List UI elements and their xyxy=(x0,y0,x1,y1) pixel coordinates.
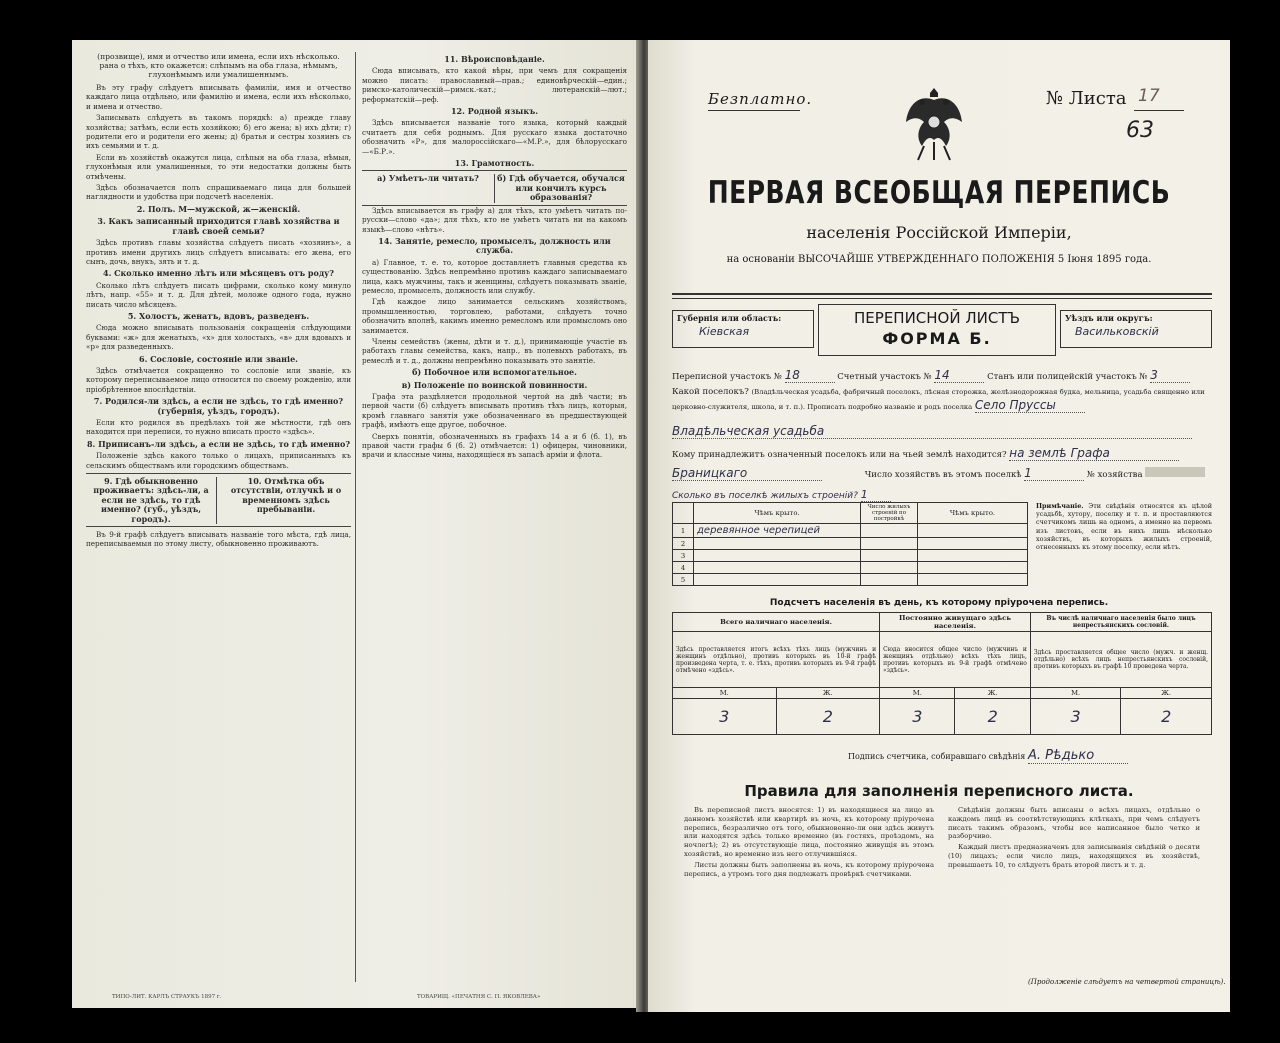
settlement-description: (Владѣльческая усадьба, фабричный поселокъ, лѣсная сторожка, желѣзнодорожная будка, мельница, усадьба священно или церковно-служителя, школа, и т. п.). Прописать подробно названіе и родъ поселка xyxy=(672,388,1205,411)
rules-right-column xyxy=(948,806,1200,966)
police-district-label: Станъ или полицейскій участокъ № xyxy=(987,372,1148,382)
section-heading-8: 8. Приписанъ-ли здѣсь, а если не здѣсь, то гдѣ именно? xyxy=(86,438,351,449)
owner-label: Кому принадлежитъ означенный поселокъ или на чьей землѣ находится? xyxy=(672,450,1007,460)
col1-paragraph: Записывать слѣдуетъ въ такомъ порядкѣ: а) прежде главу хозяйства; затѣмъ, если есть хозяйкою; б) его жена; в) ихъ дѣти; г) родители его и родители его жены; д) братья и сестры хозяинъ съ ихъ семьями и т. д. xyxy=(86,113,351,151)
col1-paragraph: Сколько лѣтъ слѣдуетъ писать цифрами, сколько кому минуло лѣтъ, напр. «55» и т. д. Для дѣтей, моложе одного года, нужно писать число мѣсяцевъ. xyxy=(86,280,351,309)
population-header xyxy=(673,613,1212,632)
owner-line xyxy=(672,446,1212,461)
households-label: Число хозяйствъ въ этомъ поселкѣ xyxy=(864,470,1022,480)
list-number-underline xyxy=(1134,110,1184,111)
section-heading-11: 11. Вѣроисповѣданіе. xyxy=(444,54,545,64)
free-label: Безплатно. xyxy=(708,90,813,108)
rules-paragraph: Каждый листъ предназначенъ для записыванія свѣдѣній о десяти (10) лицахъ; если число лицъ, находящихся въ хозяйствѣ, превышаетъ 10, то слѣдуетъ брать второй листъ и т. д. xyxy=(948,843,1200,869)
households-value[interactable]: 1 xyxy=(1024,466,1084,481)
settlement-line xyxy=(672,386,1212,414)
col1-paragraph: Здѣсь отмѣчается сокращенно то сословіе или званіе, къ которому переписываемое лицо относится по своему рожденію, или пріобрѣтенное впослѣдствіи. xyxy=(86,365,351,394)
section-heading-14: 14. Занятіе, ремесло, промыселъ, должность или служба. xyxy=(378,235,611,256)
printer-footer-right: ТОВАРИЩ. «ПЕЧАТНЯ С. П. ЯКОВЛЕВА» xyxy=(417,994,541,1000)
col1-paragraph: Въ эту графу слѣдуетъ вписывать фамиліи, имя и отчество каждаго лица отдѣльно, или фамилію и имена, если ихъ нѣсколько, и имена и отчество. xyxy=(86,83,351,111)
column-divider xyxy=(355,52,356,982)
section-heading-14c: в) Положеніе по воинской повинности. xyxy=(401,379,588,390)
pop-f: Ж. xyxy=(1121,688,1212,699)
form-title-line-2: ФОРМА Б. xyxy=(882,329,992,348)
col2-paragraph: Здѣсь вписывается названіе того языка, который каждый считаетъ для себя роднымъ. Для русскаго языка достаточно обозначить «Р», для малороссійскаго—«М.Р.», для бѣлорусскаго—«Б.Р.». xyxy=(362,118,627,156)
section-heading-10: 10. Отмѣтка объ отсутствіи, отлучкѣ и о временномъ здѣсь пребываніи. xyxy=(230,476,342,515)
header-rule-thin xyxy=(672,298,1212,299)
table-row: 3 xyxy=(673,550,1028,562)
pop-header-nonpeasant: Въ числѣ наличнаго населенія было лицъ непрестьянскихъ сословій. xyxy=(1030,613,1211,632)
pop-header-permanent: Постоянно живущаго здѣсь населенія. xyxy=(880,613,1031,632)
population-values xyxy=(673,699,1212,735)
pop-desc-present: Здѣсь проставляется итогъ всѣхъ тѣхъ лицъ (мужчинъ и женщинъ отдѣльно), противъ которыхъ въ 10-й графѣ произведена черта, т. е. тѣхъ, противъ которыхъ въ 9-й графѣ отмѣчено «здѣсь». xyxy=(673,632,880,688)
signature-handwritten[interactable]: А. Рѣдько xyxy=(1028,748,1128,764)
table-row: 2 xyxy=(673,538,1028,550)
buildings-note-title: Примѣчаніе. xyxy=(1036,502,1084,510)
count-district-label: Счетный участокъ № xyxy=(837,372,932,382)
col1-paragraph: Въ 9-й графѣ слѣдуетъ вписывать названіе того мѣста, гдѣ лица, переписываемыя по этому листу, обыкновенно проживаютъ. xyxy=(86,530,351,549)
left-column-2 xyxy=(362,52,627,982)
census-title: ПЕРВАЯ ВСЕОБЩАЯ ПЕРЕПИСЬ xyxy=(707,174,1171,211)
split-heading-13 xyxy=(362,170,627,205)
gubernia-label: Губернія или область: xyxy=(677,313,782,323)
list-number-handwritten: 17 xyxy=(1138,86,1160,106)
settlement-label: Какой поселокъ? xyxy=(672,387,749,397)
section-heading-7: 7. Родился-ли здѣсь, а если не здѣсь, то гдѣ именно? (губернія, уѣздъ, городъ). xyxy=(93,396,344,416)
household-number-label: № хозяйства xyxy=(1086,470,1143,480)
header-rule xyxy=(672,293,1212,295)
section-heading-14b: б) Побочное или вспомогательное. xyxy=(412,367,577,378)
bt-header-count: Число жилыхъ строеній по постройкѣ xyxy=(861,503,918,524)
population-descriptions xyxy=(673,632,1212,688)
census-district-value[interactable]: 18 xyxy=(785,368,835,383)
col1-paragraph: Если кто родился въ предѣлахъ той же мѣстности, гдѣ онъ находится при переписи, то нужно вписать просто «здѣсь». xyxy=(86,418,351,437)
buildings-table-header xyxy=(673,503,1028,524)
section-heading-12: 12. Родной языкъ. xyxy=(450,106,539,117)
pop-m: М. xyxy=(673,688,777,699)
pop-value-permanent-f[interactable]: 2 xyxy=(955,699,1030,735)
owner-handwritten-2[interactable]: Браницкаго xyxy=(672,466,822,481)
col1-paragraph: Если въ хозяйствѣ окажутся лица, слѣпыя на оба глаза, нѣмыя, глухонѣмыя или умалишенныя, то эти недостатки должны быть отмѣчены. xyxy=(86,152,351,181)
population-table xyxy=(672,612,1212,735)
list-number-label: № Листа xyxy=(1046,88,1127,109)
col1-paragraph: Положеніе здѣсь какого только о лицахъ, приписанныхъ къ сельскимъ обществамъ или городскимъ обществамъ. xyxy=(86,451,351,470)
bt-header-roof: Чѣмъ крыто. xyxy=(694,503,861,524)
pop-f: Ж. xyxy=(955,688,1030,699)
count-district-value[interactable]: 14 xyxy=(934,368,984,383)
census-subtitle: населенія Россійской Имперіи, xyxy=(806,223,1072,242)
rules-paragraph: Свѣдѣнія должны быть вписаны о всѣхъ лицахъ, отдѣльно о каждомъ лицѣ въ соотвѣтствующихъ клѣткахъ, при чемъ слѣдуетъ писать такимъ образомъ, чтобы все написанное было четко и разборчиво. xyxy=(948,806,1200,841)
col1-head-1: (прозвище), имя и отчество или имена, если ихъ нѣсколько. xyxy=(97,52,340,61)
form-title-line-1: ПЕРЕПИСНОЙ ЛИСТЪ xyxy=(854,309,1020,327)
buildings-value[interactable]: 1 xyxy=(861,488,891,502)
section-heading-13a: а) Умѣетъ-ли читать? xyxy=(362,174,495,202)
police-district-value[interactable]: 3 xyxy=(1150,368,1190,383)
rules-left-column xyxy=(684,806,934,986)
col2-paragraph: а) Главное, т. е. то, которое доставляетъ главныя средства къ существованію. Здѣсь непремѣнно противъ каждаго записываемаго лица, какъ мужчины, такъ и женщины, слѣдуетъ показывать званіе, ремесло, промыселъ, должность или службу. xyxy=(362,257,627,295)
table-row: 4 xyxy=(673,562,1028,574)
settlement-handwritten-2[interactable]: Владѣльческая усадьба xyxy=(672,424,1192,439)
gubernia-handwritten[interactable]: Кіевская xyxy=(699,325,750,338)
uezd-handwritten[interactable]: Васильковскій xyxy=(1075,325,1159,338)
pop-header-present: Всего наличнаго населенія. xyxy=(673,613,880,632)
bt-row1-handwritten[interactable]: деревянное черепицей xyxy=(694,524,861,538)
section-heading-3: 3. Какъ записанный приходится главѣ хозяйства и главѣ своей семьи? xyxy=(97,216,340,236)
signature-label: Подпись счетчика, собиравшаго свѣдѣнія xyxy=(848,752,1026,761)
pop-m: М. xyxy=(1030,688,1121,699)
rules-paragraph: Въ переписной листъ вносятся: 1) въ находящиеся на лицо въ данномъ хозяйствѣ или квартирѣ въ ночь, къ которому пріурочена перепись, безразлично отъ того, обыкновенно-ли они здѣсь живутъ или находятся здѣсь только временно (въ гостяхъ, проѣздомъ, на ночлегѣ); 2) въ отсутствующіе лица, постоянно живущія въ этомъ хозяйствѣ, но временно изъ него отлучившіяся. xyxy=(684,806,934,858)
rules-paragraph: Листы должны быть заполнены въ ночь, къ которому пріурочена перепись, а утромъ того дня подлежатъ провѣркѣ счетчиками. xyxy=(684,860,934,878)
rules-title: Правила для заполненія переписного листа. xyxy=(744,782,1134,800)
printer-footer-left: ТИПО-ЛИТ. КАРЛЪ СТРАУКЪ 1897 г. xyxy=(112,994,222,1000)
col2-paragraph: Здѣсь вписывается въ графу а) для тѣхъ, кто умѣетъ читать по-русски—слово «да»; для тѣхъ, кто не умѣетъ читать ни на какомъ языкѣ—слово «нѣтъ». xyxy=(362,205,627,234)
page-number-handwritten: 63 xyxy=(1126,118,1154,143)
col2-paragraph: Графа эта раздѣляется продольной чертой на двѣ части; въ первой части (б) слѣдуетъ вписывать противъ тѣхъ лицъ, которыя, кромѣ главнаго занятія уже обозначеннаго въ предшествующей графѣ, имѣютъ еще другое, побочное. xyxy=(362,392,627,430)
census-district-label: Переписной участокъ № xyxy=(672,372,782,382)
split-heading-9-10 xyxy=(86,473,351,527)
section-heading-4: 4. Сколько именно лѣтъ или мѣсяцевъ отъ роду? xyxy=(103,268,334,279)
bt-header-roof-2: Чѣмъ крыто. xyxy=(918,503,1028,524)
left-column-1 xyxy=(86,52,351,982)
pop-value-present-f[interactable]: 2 xyxy=(776,699,880,735)
owner-line-2 xyxy=(672,466,1212,481)
owner-handwritten-1[interactable]: на землѣ Графа xyxy=(1009,446,1179,461)
imperial-eagle-icon xyxy=(902,82,966,168)
pop-value-nonpeasant-m[interactable]: 3 xyxy=(1030,699,1121,735)
section-heading-6: 6. Сословіе, состояніе или званіе. xyxy=(139,353,298,364)
col1-paragraph: Здѣсь обозначается полъ спрашиваемаго лица для большей наглядности и удобства при подсчетѣ населенія. xyxy=(86,183,351,202)
section-heading-9: 9. Гдѣ обыкновенно проживаетъ: здѣсь-ли, а если не здѣсь, то гдѣ именно? (губ., уѣздъ, городъ). xyxy=(86,477,217,524)
pop-desc-permanent: Сюда вносится общее число (мужчинъ и женщинъ отдѣльно) всѣхъ тѣхъ лицъ, противъ которыхъ въ 9-й графѣ отмѣчено «здѣсь». xyxy=(880,632,1031,688)
uezd-label: Уѣздъ или округъ: xyxy=(1065,313,1153,323)
section-heading-13b: б) Гдѣ обучается, обучался или кончилъ курсъ образованія? xyxy=(497,173,625,203)
col1-paragraph: Здѣсь противъ главы хозяйства слѣдуетъ писать «хозяинъ», а противъ имени другихъ лицъ слѣдуетъ вписывать: его жена, его сынъ, дочь, внукъ, зять и т. д. xyxy=(86,238,351,266)
uezd-box xyxy=(1060,310,1212,348)
pop-f: Ж. xyxy=(776,688,880,699)
gubernia-box xyxy=(672,310,814,348)
rules-continuation: (Продолженіе слѣдуетъ на четвертой страницѣ). xyxy=(1028,978,1226,986)
col1-head-2: рана о тѣхъ, кто окажется: слѣпымъ на оба глаза, нѣмымъ, глухонѣмымъ или умалишеннымъ. xyxy=(99,61,338,79)
buildings-label: Сколько въ поселкѣ жилыхъ строеній? xyxy=(672,491,858,501)
free-underline xyxy=(708,110,800,111)
population-sex-header xyxy=(673,688,1212,699)
col1-paragraph: Сюда можно вписывать пользованія сокращенія слѣдующими буквами: «ж» для женатыхъ, «х» для холостыхъ, «в» для вдовыхъ и «р» для разведенныхъ. xyxy=(86,323,351,352)
pop-desc-nonpeasant: Здѣсь проставляется общее число (мужч. и женщ. отдѣльно) всѣхъ лицъ непрестьянскихъ сословій, противъ которыхъ въ графѣ 10 проведена черта. xyxy=(1030,632,1211,688)
population-title: Подсчетъ населенія въ день, къ которому пріурочена перепись. xyxy=(769,598,1109,608)
right-page xyxy=(648,40,1230,1012)
pop-value-present-m[interactable]: 3 xyxy=(673,699,777,735)
settlement-handwritten-1[interactable]: Село Пруссы xyxy=(975,399,1085,413)
left-page xyxy=(72,40,640,1008)
table-row: 1 деревянное черепицей xyxy=(673,524,1028,538)
section-heading-13: 13. Грамотность. xyxy=(454,158,535,169)
signature-line xyxy=(848,748,1128,764)
buildings-line xyxy=(672,488,891,502)
census-basis: на основаніи ВЫСОЧАЙШЕ УТВЕРЖДЕННАГО ПОЛОЖЕНІЯ 5 Іюня 1895 года. xyxy=(726,254,1152,265)
settlement-line-2 xyxy=(672,424,1212,439)
household-number-field[interactable] xyxy=(1145,467,1205,477)
buildings-note xyxy=(1036,502,1212,551)
pop-value-nonpeasant-f[interactable]: 2 xyxy=(1121,699,1212,735)
section-heading-5: 5. Холостъ, женатъ, вдовъ, разведенъ. xyxy=(127,310,310,321)
pop-m: М. xyxy=(880,688,955,699)
buildings-note-text: Эти свѣдѣнія относятся къ цѣлой усадьбѣ, хутору, поселку и т. п. и проставляются счетчикомъ лишь на одномъ, а именно на первомъ изъ листовъ, если въ нихъ лишь нѣсколько хозяйствъ, въ которыхъ жилыхъ строеній, отнесенныхъ къ этому поселку, если нѣтъ. xyxy=(1036,502,1212,552)
form-title-box xyxy=(818,304,1056,356)
col2-paragraph: Члены семействъ (жены, дѣти и т. д.), принимающіе участіе въ работахъ главы семейства, какъ, напр., въ полевыхъ работахъ, въ ремеслѣ и т. д., должны непремѣнно показывать это занятіе. xyxy=(362,336,627,365)
col2-paragraph: Сюда вписывать, кто какой вѣры, при чемъ для сокращенія можно писать: православный—прав.; единовѣрческій—един.; римско-католическій—римск.-кат.; лютеранскій—лют.; реформатскій—реф. xyxy=(362,66,627,104)
section-heading-2: 2. Полъ. М—мужской, ж—женскій. xyxy=(136,203,301,214)
buildings-table xyxy=(672,502,1028,586)
district-line xyxy=(672,368,1212,383)
col2-paragraph: Гдѣ каждое лицо занимается сельскимъ хозяйствомъ, промышленностью, торговлею, работами, слѣдуетъ точно обозначить вполнѣ, какимъ именно ремесломъ или промысломъ оно занимается. xyxy=(362,297,627,335)
pop-value-permanent-m[interactable]: 3 xyxy=(880,699,955,735)
col2-paragraph: Сверхъ понятія, обозначенныхъ въ графахъ 14 а и б (б. 1), въ правой части графы б (б. 2) отмѣчается: 1) офицеры, чиновники, врачи и классные чины, находящіеся въ запасѣ арміи и флота. xyxy=(362,431,627,460)
table-row: 5 xyxy=(673,574,1028,586)
